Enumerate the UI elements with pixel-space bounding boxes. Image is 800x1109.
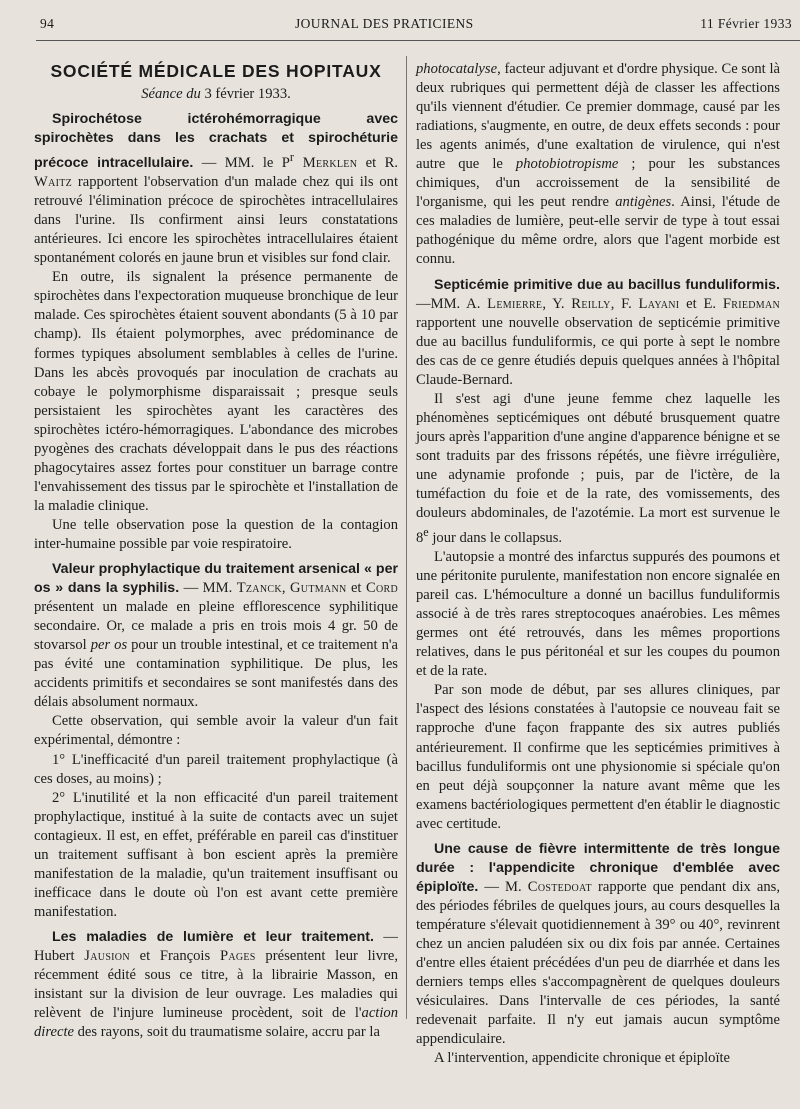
lumiere-text-d: , facteur adjuvant et d'ordre physique. Ce sont là deux rubriques qui permettent déjà de classer les affections qu'ils viennent d'étudier. Ce premier dommage, causé par les radiations, s'augmente, en outre, de deux effets seconds : pour les agents animés, d'une exaltation de virulence, qui n'est autre que le (416, 61, 780, 173)
septicemie-sup: e (423, 525, 429, 540)
lumiere-italic-3: photobiotropisme (515, 156, 619, 173)
spiro-sup: r (289, 150, 294, 165)
page-number: 94 (40, 16, 55, 31)
arsenical-paragraph-3: 1° L'inefficacité d'un pareil traitement prophylactique (à ces doses, au moins) ; (34, 751, 398, 787)
issue-date: 11 Février 1933 (700, 16, 792, 31)
author-reilly: Reilly (571, 295, 611, 312)
septicemie-p2-a: Il s'est agi d'une jeune femme chez laquelle les phénomènes septicémiques ont débuté brusquement quatre jours après l'apparition d'une angine d'apparence bénigne et se sont traduits par des frissons répétés, une fièvre irrégulière, une adynamie profonde ; puis, par de l'ictère, de la tuméfaction du foie et de la rate, des vomissements, des douleurs abdominales, de l'azotémie. La mort est survenue le 8 (416, 390, 780, 546)
author-waitz: Waitz (34, 174, 73, 191)
lumiere-text-a: — Hubert (34, 928, 398, 964)
arsenical-sep-2: et (346, 580, 366, 597)
lumiere-text-f: . Ainsi, l'étude de ces maladies de lumière, peut-elle servir de type à tout essai pathogénique du même ordre, alors que l'agent morbide est connu. (416, 194, 780, 268)
spiro-text-b: rapportent l'observation d'un malade chez qui ils ont retrouvé l'élimination précoce de spirochètes intracellulaires dans l'urine. Ils confirment ainsi leurs constatations antérieures. Ici encore les spirochètes intracellulaires étaient spontanément colorés en jaune brun et visibles sur fond clair. (34, 174, 398, 267)
author-lemierre: Lemierre (487, 295, 543, 312)
fievre-paragraph-1 (416, 840, 780, 1050)
author-friedman: Friedman (722, 295, 780, 312)
author-tzanck: Tzanck (236, 580, 282, 597)
author-layani: Layani (638, 295, 680, 312)
lumiere-paragraph-1-continued (416, 60, 780, 270)
journal-title: JOURNAL DES PRATICIENS (295, 16, 474, 31)
septicemie-paragraph-1 (416, 276, 780, 390)
septicemie-sep-1: , Y. (542, 295, 572, 312)
spiro-text-mid: et R. (357, 155, 398, 172)
society-title: SOCIÉTÉ MÉDICALE DES HOPITAUX (50, 61, 382, 81)
page-header (40, 16, 792, 38)
spiro-paragraph-1 (34, 110, 398, 268)
septicemie-text-a: —MM. A. (416, 295, 488, 312)
lumiere-title: Les maladies de lumière et leur traitement. (52, 928, 374, 945)
arsenical-paragraph-2: Cette observation, qui semble avoir la valeur d'un fait expérimental, démontre : (34, 713, 398, 749)
arsenical-text-b: présentent un malade en pleine efflorescence syphilitique secondaire. Or, ce malade a pris en trois mois 4 gr. 50 de stovarsol (34, 599, 398, 654)
arsenical-text-c: pour un trouble intestinal, et ce traitement n'a pas évité une contamination syphilitique. De plus, les accidents primitifs et secondaires se sont manifestés dans des délais absolument normaux. (34, 637, 398, 711)
right-column (416, 60, 780, 1068)
author-jausion: Jausion (84, 947, 130, 964)
author-gutmann: Gutmann (289, 580, 347, 597)
arsenical-sep-1: , (281, 580, 290, 597)
lumiere-italic-1: action directe (34, 1005, 398, 1041)
lumiere-text-mid: et François (129, 947, 220, 964)
arsenical-title: Valeur prophylactique du traitement arsenical « per os » dans la syphilis. (34, 561, 398, 597)
lumiere-italic-2: photocatalyse (416, 61, 498, 77)
arsenical-text-a: — MM. (179, 580, 237, 597)
session-label: Séance du (141, 86, 201, 103)
fievre-text-b: rapporte que pendant dix ans, des périodes fébriles de quelques jours, au cours desquelles la température s'élevait quotidiennement à 39° ou 40°, revinrent chez un ancien paludéen six ou dix fois par année. Certaines d'entre elles étaient précédées d'un peu de diarrhée et dans les derniers temps elles s'accompagnèrent de quelques douleurs vésiculaires. Dans l'intervalle de ces périodes, la santé redevenait parfaite. Il n'y eut jamais aucun symptôme appendiculaire. (416, 878, 780, 1048)
septicemie-paragraph-3: L'autopsie a montré des infarctus suppurés des poumons et une péritonite purulente, manifestation non encore signalée en pareil cas. L'hémoculture a donné un bacillus funduliformis associé à de très rares streptocoques anaérobies. Les mêmes germes ont été retrouvés, dans les mêmes proportions relatives, dans le pus péritonéal et sur les coupes du poumon et de la rate. (416, 549, 780, 680)
session-date: 3 février 1933. (204, 86, 291, 103)
author-cord: Cord (365, 580, 398, 597)
spiro-paragraph-2: En outre, ils signalent la présence permanente de spirochètes dans l'expectoration muqueuse bronchique de leur malade. Ces spirochètes étaient souvent abondants (5 à 10 par champ). Ils étaient polymorphes, avec prédominance de formes typiques absolument semblables à celles de l'urine. Dans les abcès provoqués par inoculation de crachats au cobaye le polymorphisme disparaissait ; presque seuls persistaient les spirochètes ayant les caractères des spirochètes ictéro-hémorragiques. L'abondance des microbes pyogènes des crachats développait dans le pus des réactions phagocytaires assez fortes pour constituer un barrage contre l'envahissement des tissus par le spirochète et l'installation de la maladie clinique. (34, 269, 398, 514)
septicemie-sep-3: et E. (679, 295, 723, 312)
septicemie-sep-2: , F. (610, 295, 639, 312)
fievre-text-a: — M. (478, 878, 528, 895)
arsenical-paragraph-1 (34, 560, 398, 712)
arsenical-italic: per os (90, 637, 128, 654)
session-line (34, 85, 398, 104)
septicemie-text-b: rapportent une nouvelle observation de septicémie primitive due au bacillus funduliformis, ce qui porte à sept le nombre des cas de ce genre étudiés depuis quelques années à l'hôpital Claude-Bernard. (416, 314, 780, 388)
septicemie-paragraph-2 (416, 390, 780, 548)
spiro-title: Spirochétose ictérohémorragique avec spirochètes dans les crachats et spirochéturie précoce intracellulaire. (34, 111, 398, 172)
lumiere-italic-4: antigènes (615, 194, 672, 211)
arsenical-paragraph-4: 2° L'inutilité et la non efficacité d'un pareil traitement prophylactique, institué à la suite de contacts avec un sujet contagieux. Il est, en effet, préférable en pareil cas d'instituer un traitement suffisant à bon escient après la première manifestation de la maladie, qu'un traitement insuffisant ou inefficace dans le doute où l'on est avant cette première manifestation. (34, 789, 398, 920)
fievre-paragraph-2: A l'intervention, appendicite chronique et épiploïte (434, 1050, 731, 1067)
lumiere-text-c: des rayons, soit du traumatisme solaire, accru par la (73, 1024, 380, 1041)
author-costedoat: Costedoat (527, 878, 592, 895)
septicemie-title: Septicémie primitive due au bacillus funduliformis. (434, 276, 780, 293)
header-rule (36, 40, 800, 41)
lumiere-paragraph-1 (34, 928, 398, 1042)
lumiere-text-b: présentent leur livre, récemment édité sous ce titre, à la librairie Masson, en insistant sur la division de leur ouvrage. Les maladies qui relèvent de l'injure lumineuse procèdent, soit de l' (34, 947, 398, 1022)
left-column (34, 60, 398, 1042)
septicemie-p2-b: jour dans le collapsus. (428, 529, 563, 546)
author-pages: Pages (219, 947, 256, 964)
spiro-paragraph-3: Une telle observation pose la question de la contagion inter-humaine possible par voie respiratoire. (34, 516, 398, 552)
author-merklen: Merklen (293, 155, 358, 172)
fievre-title: Une cause de fièvre intermittente de très longue durée : l'appendicite chronique d'emblée avec épiploïte. (416, 840, 780, 895)
lumiere-text-e: ; pour les substances chimiques, d'un accroissement de la sensibilité de l'organisme, qui les peut rendre (416, 156, 780, 211)
spiro-text-a: — MM. le P (193, 155, 290, 172)
septicemie-paragraph-4: Par son mode de début, par ses allures cliniques, par l'aspect des lésions constatées à l'autopsie ce nouveau fait se rapproche d'une façon frappante des six autres publiés antérieurement. Il confirme que les septicémies primitives à bacillus funduliformis ont une physionomie si spéciale qu'on en peut déjà soupçonner la nature avant même que les examens bactériologiques permettent d'en établir le diagnostic avec certitude. (416, 682, 780, 832)
column-divider (406, 56, 407, 1019)
